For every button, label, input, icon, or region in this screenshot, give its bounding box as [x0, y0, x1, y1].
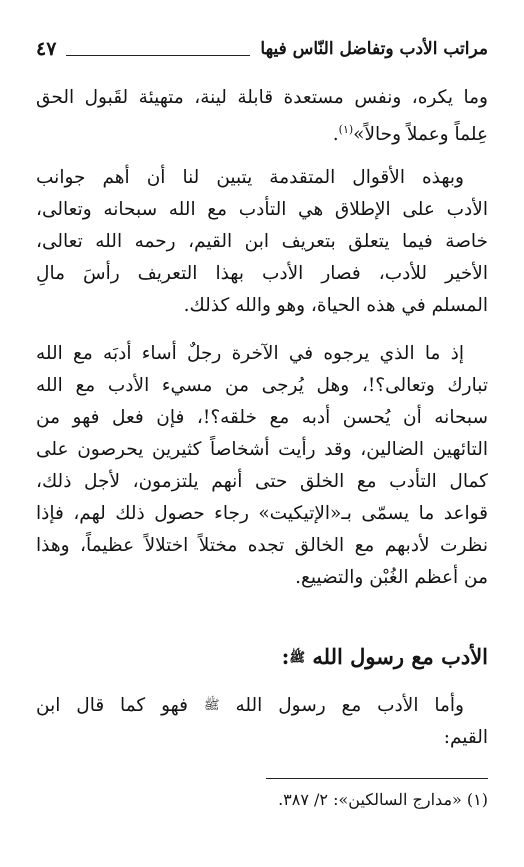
footnote-reference: (١)	[338, 123, 354, 136]
header-title: مراتب الأدب وتفاضل النّاس فيها	[260, 39, 488, 59]
paragraph-1-line-2	[36, 114, 488, 146]
paragraph-3-line-6: قواعد ما يسمّى بـ«الإتيكيت» رجاء حصول ذلك لهم، فإذا	[36, 503, 488, 524]
paragraph-1-line-2-end: .	[332, 124, 339, 146]
paragraph-3-line-7: نظرت لأدبهم مع الخالق تجده مختلاً اختلالاً عظيماً، وهذا	[36, 535, 488, 556]
paragraph-2-line-1: وبهذه الأقوال المتقدمة يتبين لنا أن أهم جوانب	[36, 167, 464, 188]
paragraph-3-line-5: كمال التأدب مع الخلق حتى أنهم يلتزمون، لأجل ذلك،	[36, 471, 488, 492]
footnote-text: «مدارج السالكين»: ٢/ ٣٨٧.	[278, 790, 462, 809]
paragraph-4-line-1-start: وأما الأدب مع رسول الله	[235, 695, 464, 716]
paragraph-2-line-4: الأخير للأدب، فصار الأدب بهذا التعريف رأسَ مالِ	[36, 263, 488, 284]
paragraph-2-line-2: الأدب على الإطلاق هي التأدب مع الله سبحانه وتعالى،	[36, 199, 488, 220]
salutation-glyph: ﷺ	[203, 698, 220, 713]
paragraph-4-line-1-end: فهو كما قال ابن	[36, 695, 188, 716]
footnote	[36, 786, 488, 814]
section-heading-text: الأدب مع رسول الله	[312, 644, 488, 669]
paragraph-4-line-2: القيم:	[443, 727, 488, 748]
paragraph-3-line-2: تبارك وتعالى؟!، وهل يُرجى من مسيء الأدب مع الله	[36, 375, 488, 396]
footnote-marker: (١)	[466, 790, 488, 809]
paragraph-2-line-5: المسلم في هذه الحياة، وهو والله كذلك.	[183, 295, 488, 316]
paragraph-4-line-1	[36, 690, 488, 722]
paragraph-2-line-3: خاصة فيما يتعلق بتعريف ابن القيم، رحمه الله تعالى،	[36, 231, 488, 252]
paragraph-3-line-8: من أعظم الغُبْن والتضييع.	[295, 567, 488, 588]
paragraph-3-line-4: التائهين الضالين، وقد رأيت أشخاصاً كثيرين يحرصون على	[36, 439, 488, 460]
paragraph-1-line-2-text: عِلماً وعملاً وحالاً»	[353, 124, 488, 146]
paragraph-3-line-3: سبحانه أن يُحسن أدبه مع خلقه؟!، فإن فعل فهو من	[36, 407, 488, 428]
footnote-separator	[266, 778, 488, 779]
running-header	[36, 34, 488, 64]
paragraph-1-line-1: وما يكره، ونفس مستعدة قابلة لينة، متهيئة لقَبول الحق	[36, 87, 488, 108]
page-number: ٤٧	[36, 38, 57, 60]
header-rule	[66, 55, 250, 56]
paragraph-3-line-1: إذ ما الذي يرجوه في الآخرة رجلٌ أساء أدبَه مع الله	[36, 343, 464, 364]
salutation-glyph: ﷺ	[289, 650, 306, 666]
section-heading-colon: :	[281, 644, 290, 669]
section-heading	[36, 640, 488, 676]
